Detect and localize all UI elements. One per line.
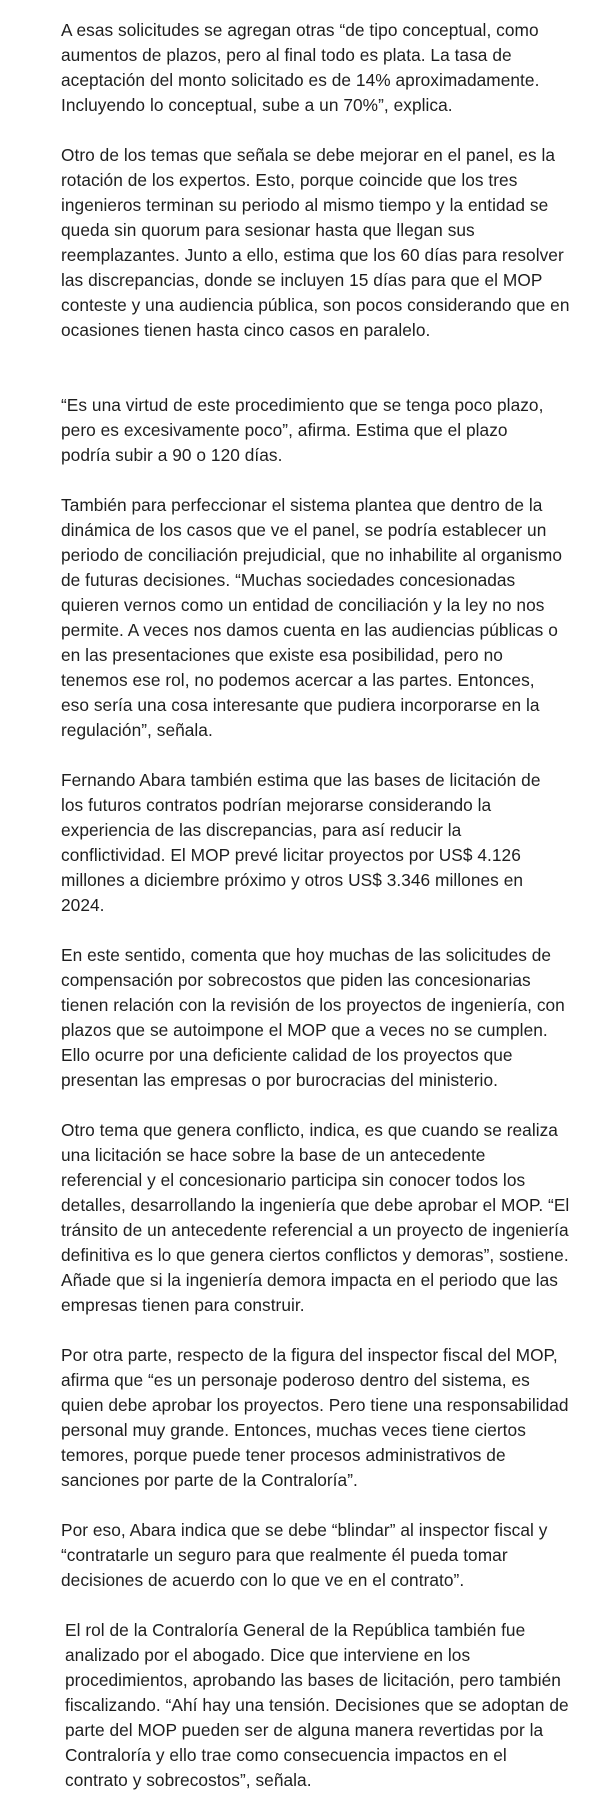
paragraph: En este sentido, comenta que hoy muchas de las solicitudes de compensación por sobrecostos que piden las concesionarias tienen relación con la revisión de los proyectos de ingeniería, con plazos que se autoimpone el MOP que a veces no se cumplen. Ello ocurre por una deficiente calidad de los proyectos que presentan las empresas o por burocracias del ministerio. [61,945,565,1090]
paragraph: A esas solicitudes se agregan otras “de tipo conceptual, como aumentos de plazos, pero al final todo es plata. La tasa de aceptación del monto solicitado es de 14% aproximadamente. Incluyendo lo conceptual, sube a un 70%”, explica. [61,20,540,115]
paragraph: Fernando Abara también estima que las bases de licitación de los futuros contratos podrían mejorarse considerando la experiencia de las discrepancias, para así reducir la conflictividad. El MOP prevé licitar proyectos por US$ 4.126 millones a diciembre próximo y otros US$ 3.346 millones en 2024. [61,770,541,915]
paragraph: “Es una virtud de este procedimiento que se tenga poco plazo, pero es excesivamente poco”, afirma. Estima que el plazo podría subir a 90 o 120 días. [61,395,544,465]
paragraph: Por eso, Abara indica que se debe “blindar” al inspector fiscal y “contratarle un seguro para que realmente él pueda tomar decisiones de acuerdo con lo que ve en el contrato”. [61,1520,548,1590]
paragraph: Otro tema que genera conflicto, indica, es que cuando se realiza una licitación se hace sobre la base de un antecedente referencial y el concesionario participa sin conocer todos los detalles, desarrollando la ingeniería que debe aprobar el MOP. “El tránsito de un antecedente referencial a un proyecto de ingeniería definitiva es lo que genera ciertos conflictos y demoras”, sostiene. Añade que si la ingeniería demora impacta en el periodo que las empresas tienen para construir. [61,1120,570,1315]
paragraph: Otro de los temas que señala se debe mejorar en el panel, es la rotación de los expertos. Esto, porque coincide que los tres ingenieros terminan su periodo al mismo tiempo y la entidad se queda sin quorum para sesionar hasta que llegan sus reemplazantes. Junto a ello, estima que los 60 días para resolver las discrepancias, donde se incluyen 15 días para que el MOP conteste y una audiencia pública, son pocos considerando que en ocasiones tienen hasta cinco casos en paralelo. [61,145,570,340]
paragraph: Por otra parte, respecto de la figura del inspector fiscal del MOP, afirma que “es un personaje poderoso dentro del sistema, es quien debe aprobar los proyectos. Pero tiene una responsabilidad personal muy grande. Entonces, muchas veces tiene ciertos temores, porque puede tener procesos administrativos de sanciones por parte de la Contraloría”. [61,1345,569,1490]
paragraph: También para perfeccionar el sistema plantea que dentro de la dinámica de los casos que ve el panel, se podría establecer un periodo de conciliación prejudicial, que no inhabilite al organismo de futuras decisiones. “Muchas sociedades concesionadas quieren vernos como un entidad de conciliación y la ley no nos permite. A veces nos damos cuenta en las audiencias públicas o en las presentaciones que existe esa posibilidad, pero no tenemos ese rol, no podemos acercar a las partes. Entonces, eso sería una cosa interesante que pudiera incorporarse en la regulación”, señala. [61,495,562,740]
paragraph: El rol de la Contraloría General de la República también fue analizado por el abogado. Dice que interviene en los procedimientos, aprobando las bases de licitación, pero también fiscalizando. “Ahí hay una tensión. Decisiones que se adoptan de parte del MOP pueden ser de alguna manera revertidas por la Contraloría y ello trae como consecuencia impactos en el contrato y sobrecostos”, señala. [65,1620,569,1790]
